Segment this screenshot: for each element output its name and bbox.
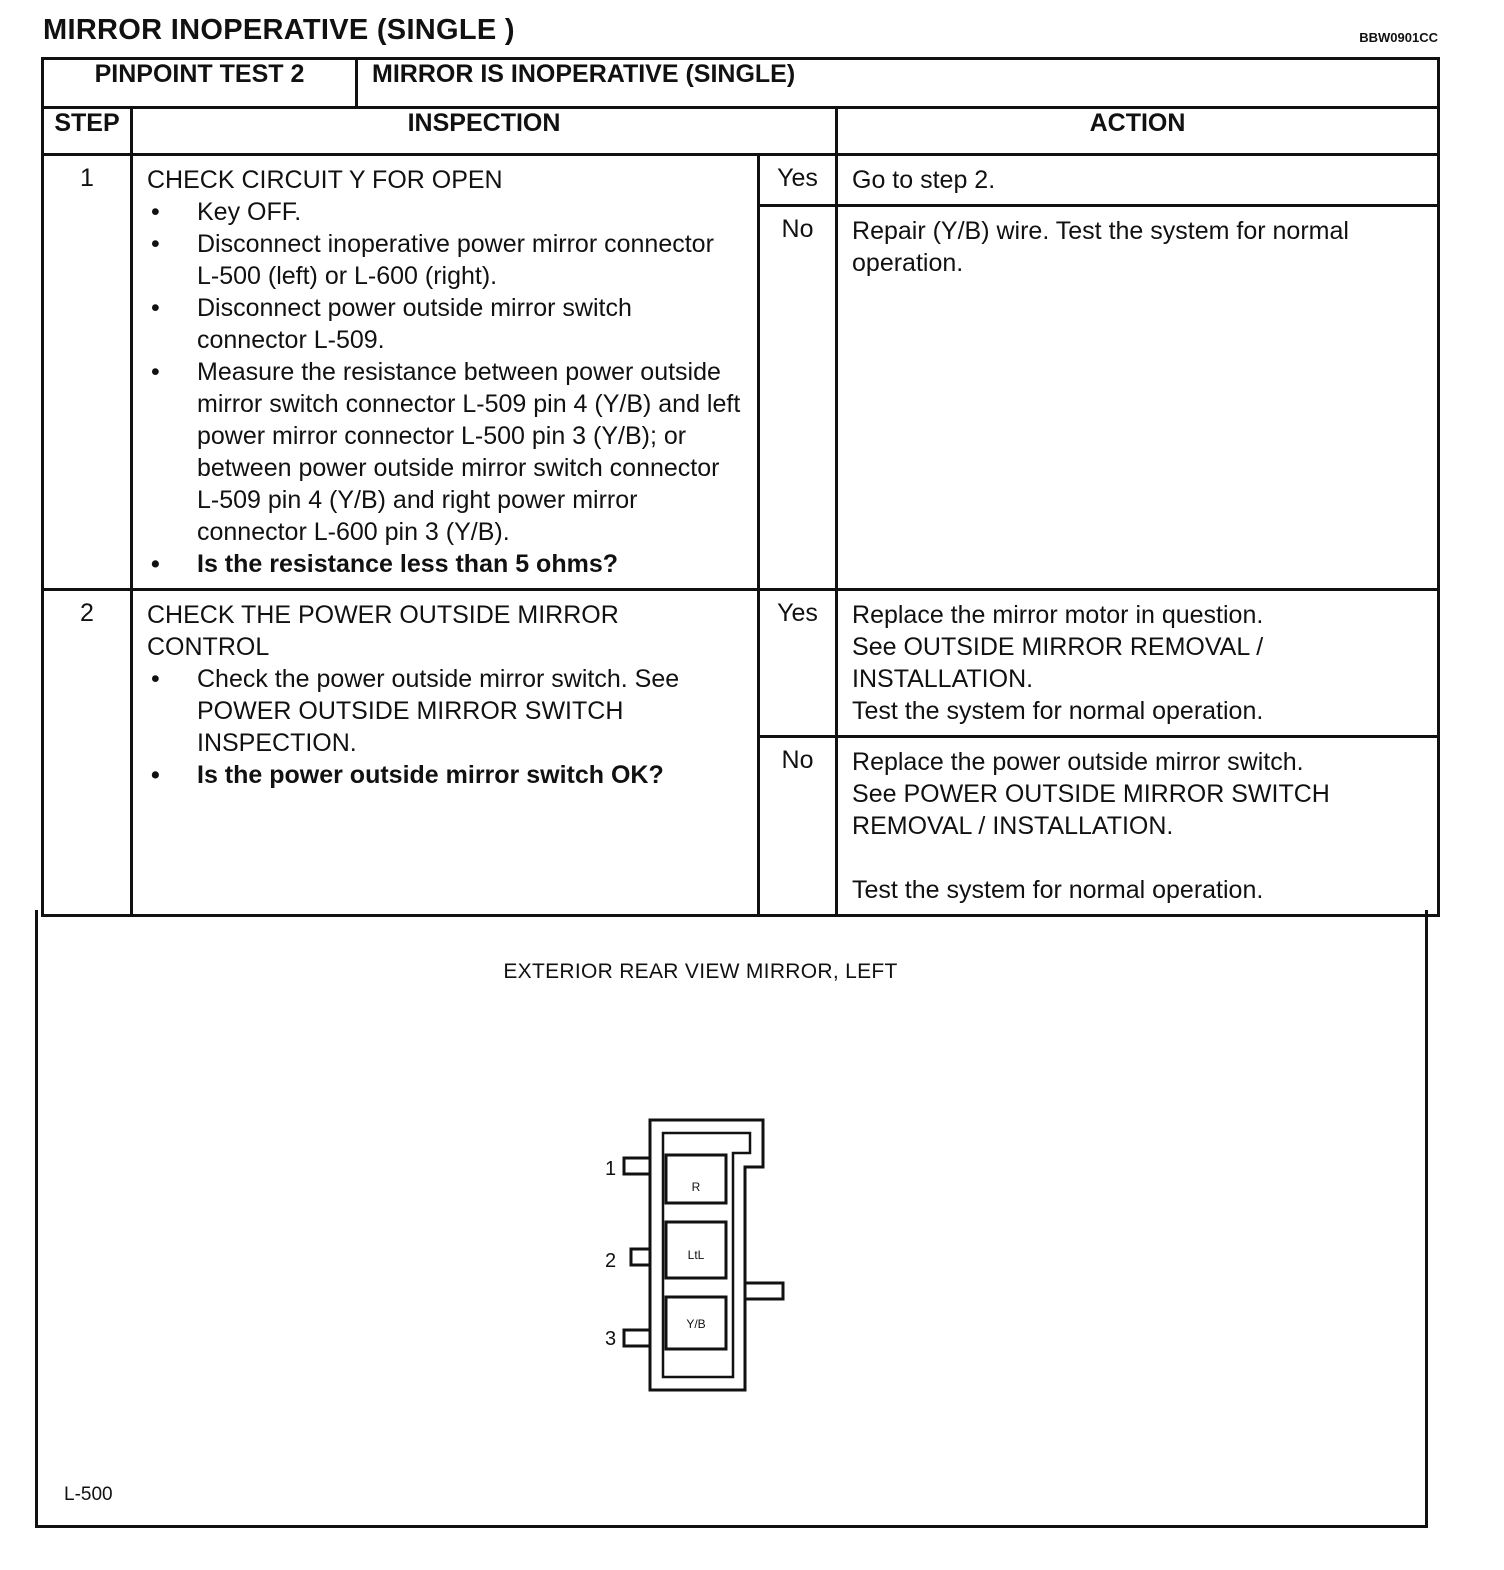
- wire-color-label: Y/B: [686, 1317, 706, 1331]
- no-label: No: [759, 737, 837, 916]
- pin-number: 2: [605, 1250, 617, 1272]
- connector-figure: [35, 910, 1428, 1528]
- action-line: Replace the mirror motor in question.: [852, 601, 1264, 629]
- action-line: Replace the power outside mirror switch.: [852, 748, 1304, 776]
- step-row: [43, 590, 1439, 737]
- inspection-question: • Is the power outside mirror switch OK?: [147, 759, 743, 791]
- inspection-item: • Measure the resistance between power outside mirror switch connector L-509 pin 4 (Y/B) and left power mirror connector L-500 pin 3 (Y/B); or between power outside mirror switch connector L-509 pin 4 (Y/B) and right power mirror connector L-600 pin 3 (Y/B).: [147, 356, 743, 548]
- yes-action: [837, 590, 1439, 737]
- inspection-question: • Is the resistance less than 5 ohms?: [147, 548, 743, 580]
- step-number: 1: [43, 155, 132, 590]
- locking-tab: [745, 1283, 783, 1299]
- connector-id: L-500: [64, 1484, 113, 1505]
- inspection-list: [147, 663, 743, 791]
- yes-label: Yes: [759, 155, 837, 206]
- step-heading: CHECK THE POWER OUTSIDE MIRROR CONTROL: [147, 601, 619, 661]
- step-inspection: [132, 155, 759, 590]
- inspection-item: • Check the power outside mirror switch. See POWER OUTSIDE MIRROR SWITCH INSPECTION.: [147, 663, 743, 759]
- pin-number: 1: [605, 1158, 617, 1180]
- wire-color-label: LtL: [687, 1248, 705, 1262]
- pin-tab: [624, 1158, 650, 1174]
- inspection-item: • Key OFF.: [147, 196, 743, 228]
- pin-cavity: [666, 1155, 726, 1203]
- connector-inner-wall: [663, 1133, 750, 1377]
- figure-caption: EXTERIOR REAR VIEW MIRROR, LEFT: [503, 960, 898, 983]
- pin-tab: [631, 1249, 650, 1265]
- step-column-header: STEP: [43, 108, 132, 155]
- page-title: MIRROR INOPERATIVE (SINGLE ): [43, 14, 515, 46]
- inspection-item: • Disconnect power outside mirror switch connector L-509.: [147, 292, 743, 356]
- step-row: [43, 155, 1439, 206]
- document-code: BBW0901CC: [1359, 30, 1438, 45]
- pin-number: 3: [605, 1328, 617, 1350]
- pinpoint-test-label: PINPOINT TEST 2: [43, 59, 357, 108]
- yes-label: Yes: [759, 590, 837, 737]
- action-line: Test the system for normal operation.: [852, 697, 1264, 725]
- action-column-header: ACTION: [837, 108, 1439, 155]
- step-inspection: [132, 590, 759, 916]
- wire-color-label: R: [691, 1180, 701, 1194]
- no-action: [837, 737, 1439, 916]
- connector-diagram: [593, 1115, 853, 1405]
- action-line: See OUTSIDE MIRROR REMOVAL / INSTALLATION.: [852, 633, 1264, 693]
- step-number: 2: [43, 590, 132, 916]
- step-heading: CHECK CIRCUIT Y FOR OPEN: [147, 166, 503, 194]
- pinpoint-test-title: MIRROR IS INOPERATIVE (SINGLE): [357, 59, 1439, 108]
- inspection-item: • Disconnect inoperative power mirror connector L-500 (left) or L-600 (right).: [147, 228, 743, 292]
- no-label: No: [759, 206, 837, 590]
- inspection-list: [147, 196, 743, 580]
- action-line: See POWER OUTSIDE MIRROR SWITCH REMOVAL / INSTALLATION.: [852, 780, 1330, 840]
- pinpoint-test-table: [41, 57, 1440, 917]
- no-action: Repair (Y/B) wire. Test the system for normal operation.: [837, 206, 1439, 590]
- pin-tab: [624, 1330, 650, 1346]
- yes-action: Go to step 2.: [837, 155, 1439, 206]
- inspection-column-header: INSPECTION: [132, 108, 837, 155]
- action-line: Test the system for normal operation.: [852, 876, 1264, 904]
